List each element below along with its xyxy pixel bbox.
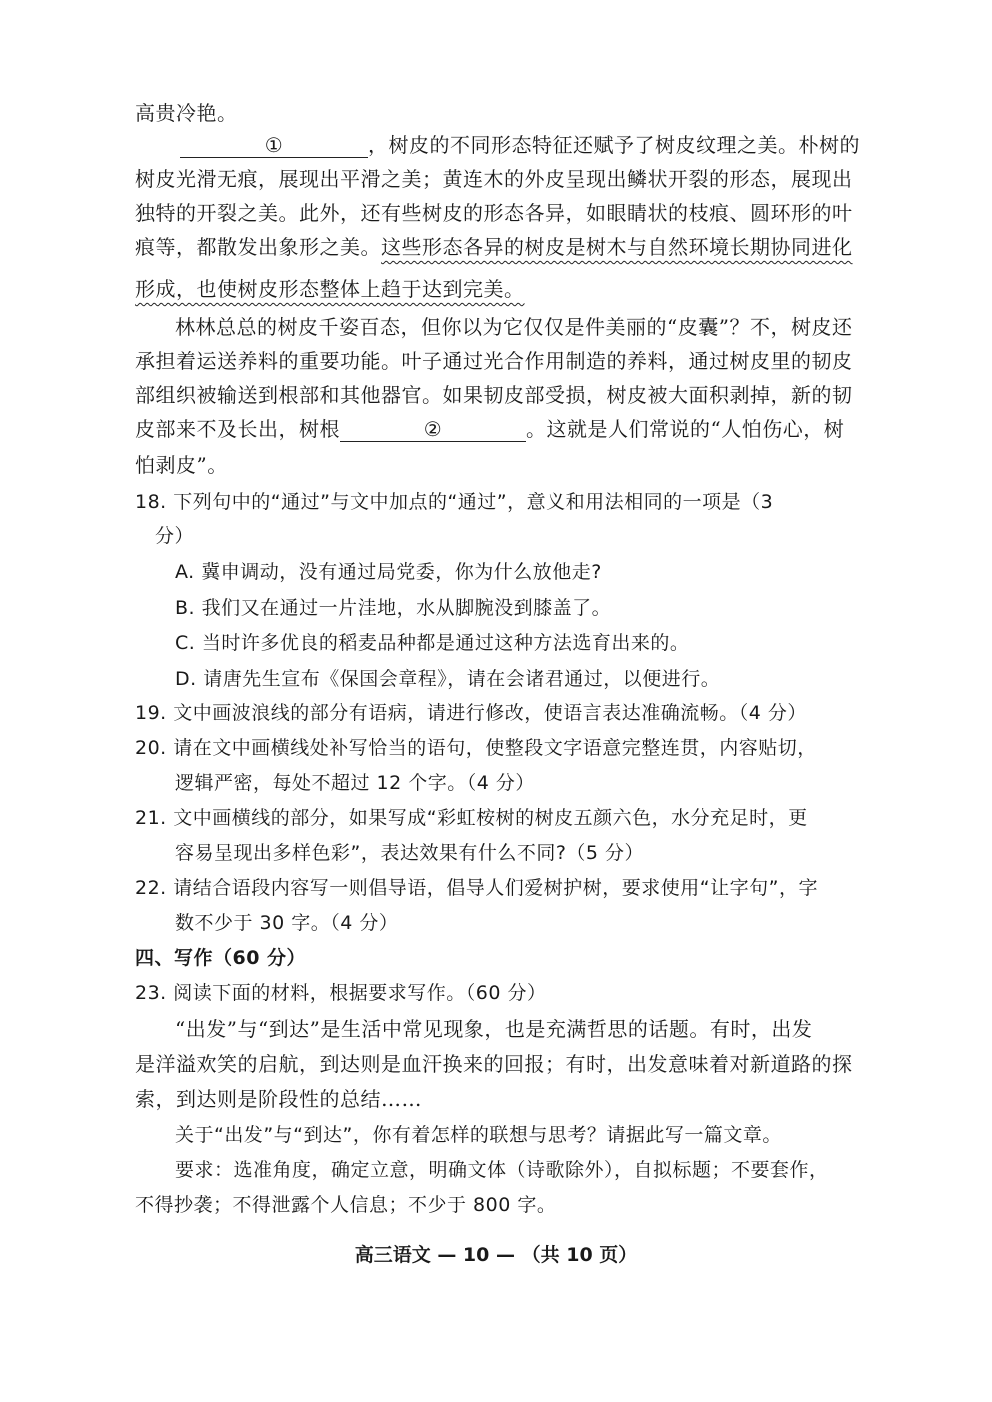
question-21 xyxy=(0,803,992,833)
question-20 xyxy=(0,768,992,798)
wavy-underlined-text: 这些形态各异的树皮是树木与自然环境长期协同进化 xyxy=(381,235,853,259)
question-18 xyxy=(0,487,992,517)
blank-number: ① xyxy=(264,133,284,157)
prompt-text: 关于“出发”与“到达”，你有着怎样的联想与思考？请据此写一篇文章。 xyxy=(175,1124,782,1146)
passage-text: 树皮光滑无痕，展现出平滑之美；黄连木的外皮呈现出鳞状开裂的形态，展现出 xyxy=(135,167,853,191)
option-a xyxy=(0,557,992,587)
passage-text: 怕剥皮”。 xyxy=(135,453,228,477)
blank-number: ② xyxy=(423,417,443,441)
passage-text: 。这就是人们常说的“人怕伤心，树 xyxy=(526,417,845,441)
question-21 xyxy=(0,838,992,868)
passage-line xyxy=(0,232,992,262)
passage-line xyxy=(0,346,992,376)
material-text: “出发”与“到达”是生活中常见现象，也是充满哲思的话题。有时，出发 xyxy=(175,1017,813,1041)
passage-line xyxy=(0,450,992,480)
section-title-text: 四、写作（60 分） xyxy=(135,947,307,969)
passage-text: 承担着运送养料的重要功能。叶子通过光合作用制造的养料，通过树皮里的韧皮 xyxy=(135,349,853,373)
material-text: 是洋溢欢笑的启航，到达则是血汗换来的回报；有时，出发意味着对新道路的探 xyxy=(135,1052,853,1076)
question-text: 20. 请在文中画横线处补写恰当的语句，使整段文字语意完整连贯，内容贴切， xyxy=(135,737,817,759)
passage-line xyxy=(0,274,992,304)
option-text: D. 请唐先生宣布《保国会章程》，请在会诸君通过，以便进行。 xyxy=(175,668,721,690)
option-text: B. 我们又在通过一片洼地，水从脚腕没到膝盖了。 xyxy=(175,597,612,619)
question-text: 19. 文中画波浪线的部分有语病，请进行修改，使语言表达准确流畅。（4 分） xyxy=(135,702,807,724)
material-line xyxy=(0,1084,992,1114)
passage-line xyxy=(0,380,992,410)
question-text: 分） xyxy=(155,525,195,547)
option-text: C. 当时许多优良的稻麦品种都是通过这种方法选育出来的。 xyxy=(175,632,690,654)
option-d xyxy=(0,664,992,694)
requirement-text: 要求：选准角度，确定立意，明确文体（诗歌除外），自拟标题；不要套作， xyxy=(175,1159,829,1181)
wavy-underlined-text: 形成，也使树皮形态整体上趋于达到完美。 xyxy=(135,277,525,301)
writing-requirements xyxy=(0,1155,992,1185)
question-text: 容易呈现出多样色彩”，表达效果有什么不同?（5 分） xyxy=(175,842,645,864)
passage-text: 独特的开裂之美。此外，还有些树皮的形态各异，如眼睛状的枝痕、圆环形的叶 xyxy=(135,201,853,225)
passage-line xyxy=(0,130,992,160)
passage-text: 高贵冷艳。 xyxy=(135,101,238,125)
question-22 xyxy=(0,873,992,903)
question-18 xyxy=(0,521,992,551)
option-text: A. 冀申调动，没有通过局党委，你为什么放他走? xyxy=(175,561,602,583)
requirement-text: 不得抄袭；不得泄露个人信息；不少于 800 字。 xyxy=(135,1194,557,1216)
passage-text: ，树皮的不同形态特征还赋予了树皮纹理之美。朴树的 xyxy=(368,133,860,157)
material-line xyxy=(0,1049,992,1079)
section-title xyxy=(0,943,992,973)
writing-prompt xyxy=(0,1120,992,1150)
option-c xyxy=(0,628,992,658)
passage-line xyxy=(0,414,992,444)
material-line xyxy=(0,1014,992,1044)
fill-blank-1 xyxy=(180,133,368,158)
writing-requirements xyxy=(0,1190,992,1220)
passage-line xyxy=(0,198,992,228)
question-23 xyxy=(0,978,992,1008)
question-text: 数不少于 30 字。（4 分） xyxy=(175,912,399,934)
question-text: 逻辑严密，每处不超过 12 个字。（4 分） xyxy=(175,772,535,794)
passage-line xyxy=(0,312,992,342)
option-b xyxy=(0,593,992,623)
material-text: 索，到达则是阶段性的总结…… xyxy=(135,1087,422,1111)
fill-blank-2 xyxy=(340,417,526,442)
question-20 xyxy=(0,733,992,763)
passage-text: 皮部来不及长出，树根 xyxy=(135,417,340,441)
passage-line xyxy=(0,98,992,128)
page-footer xyxy=(0,1240,992,1267)
passage-line xyxy=(0,164,992,194)
passage-text: 部组织被输送到根部和其他器官。如果韧皮部受损，树皮被大面积剥掉，新的韧 xyxy=(135,383,853,407)
question-text: 23. 阅读下面的材料，根据要求写作。（60 分） xyxy=(135,982,547,1004)
question-text: 21. 文中画横线的部分，如果写成“彩虹桉树的树皮五颜六色，水分充足时，更 xyxy=(135,807,808,829)
passage-text: 痕等，都散发出象形之美。 xyxy=(135,235,381,259)
footer-text: 高三语文 — 10 — （共 10 页） xyxy=(354,1244,638,1266)
question-text: 18. 下列句中的“通过”与文中加点的“通过”，意义和用法相同的一项是（3 xyxy=(135,491,774,513)
question-text: 22. 请结合语段内容写一则倡导语，倡导人们爱树护树，要求使用“让字句”，字 xyxy=(135,877,818,899)
question-19 xyxy=(0,698,992,728)
question-22 xyxy=(0,908,992,938)
passage-text: 林林总总的树皮千姿百态，但你以为它仅仅是件美丽的“皮囊”？不，树皮还 xyxy=(175,315,853,339)
